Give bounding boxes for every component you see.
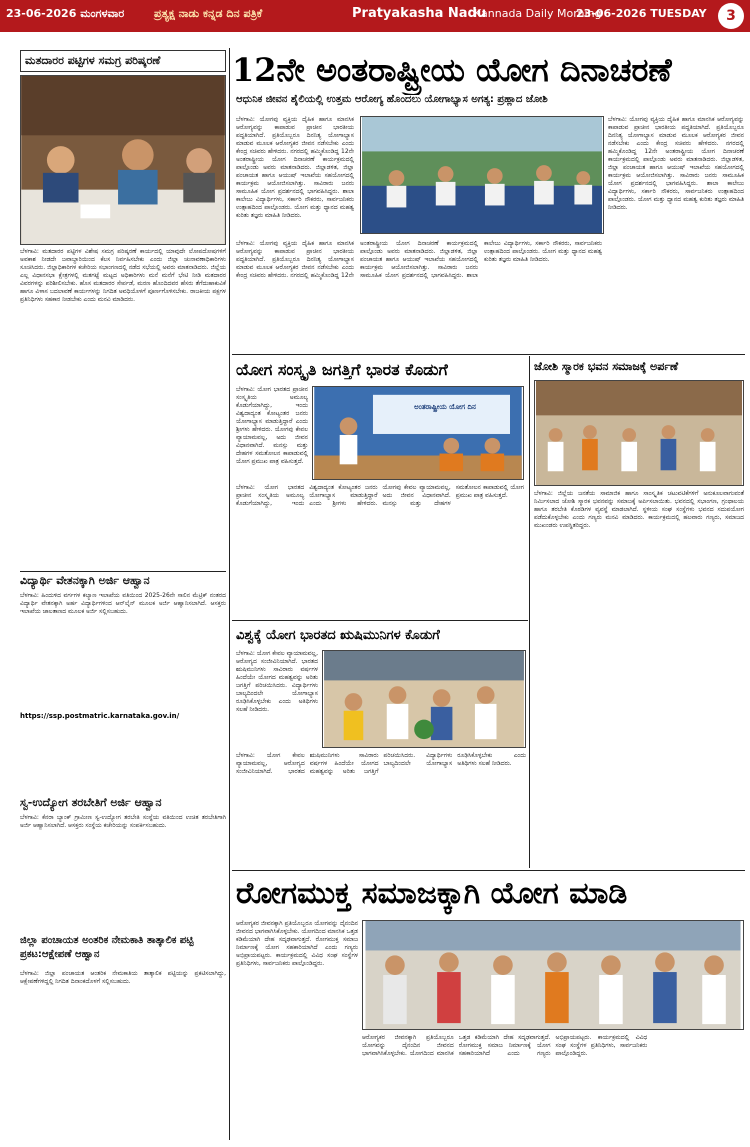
story-body-voter-list (20, 248, 226, 568)
story-text: ಆರೋಗ್ಯಕರ ಜೀವನಕ್ಕಾಗಿ ಪ್ರತಿಯೊಬ್ಬರೂ ಯೋಗವನ್ನು ದೈನಂದಿನ ಜೀವನದ ಭಾಗವಾಗಿಸಿಕೊಳ್ಳಬೇಕು. ಯೋಗದಿಂದ ಮಾನಸಿಕ ಒತ್ತಡ ಕಡಿಮೆಯಾಗಿ ದೇಹ ಸದೃಢವಾಗುತ್ತದೆ. ರೋಗಮುಕ್ತ ಸಮಾಜ ನಿರ್ಮಾಣಕ್ಕೆ ಯೋಗ ಸಹಕಾರಿಯಾಗಿದೆ ಎಂದು ಗಣ್ಯರು ಅಭಿಪ್ರಾಯಪಟ್ಟರು. ಕಾರ್ಯಕ್ರಮದಲ್ಲಿ ವಿವಿಧ ಸಂಘ ಸಂಸ್ಥೆಗಳ ಪ್ರತಿನಿಧಿಗಳು, ಸಾರ್ವಜನಿಕರು ಪಾಲ್ಗೊಂಡಿದ್ದರು. (236, 920, 358, 967)
bottom-body-a (236, 920, 358, 1138)
story-text: ಬೆಳಗಾವಿ: ಜಿಲ್ಲಾ ಪಂಚಾಯತ ಆಂತರಿಕ ನೇಮಕಾತಿಯ ತಾತ್ಕಾಲಿಕ ಪಟ್ಟಿಯನ್ನು ಪ್ರಕಟಿಸಲಾಗಿದ್ದು, ಆಕ್ಷೇಪಣೆಗಳಿದ್ದಲ್ಲಿ ನಿಗದಿತ ದಿನಾಂಕದೊಳಗೆ ಸಲ್ಲಿಸಬಹುದು. (20, 970, 226, 985)
bottom-body-b (362, 1034, 744, 1138)
story-head-joshi-memorial: ಜೋಶಿ ಸ್ಮಾರಕ ಭವನ ಸಮಾಜಕ್ಕೆ ಅರ್ಪಣೆ (534, 360, 679, 373)
story-text: ಬೆಳಗಾವಿ: ಮತದಾರರ ಪಟ್ಟಿಗಳ ವಿಶೇಷ ಸಮಗ್ರ ಪರಿಷ್ಕರಣೆ ಕಾರ್ಯದಲ್ಲಿ ಯಾವುದೇ ಲೋಪದೋಷಗಳಿಗೆ ಅವಕಾಶ ನೀಡದೇ ಜವಾಬ್ದಾರಿಯಿಂದ ಕೆಲಸ ನಿರ್ವಹಿಸಬೇಕು ಎಂದು ಜಿಲ್ಲಾ ಚುನಾವಣಾಧಿಕಾರಿಗಳು ಸೂಚಿಸಿದರು. ಜಿಲ್ಲಾಧಿಕಾರಿಗಳ ಕಚೇರಿಯ ಸಭಾಂಗಣದಲ್ಲಿ ನಡೆದ ಸಭೆಯಲ್ಲಿ ಅವರು ಮಾತನಾಡಿದರು. ಜಿಲ್ಲೆಯ ಎಲ್ಲ ವಿಧಾನಸಭಾ ಕ್ಷೇತ್ರಗಳಲ್ಲಿ ಮತಗಟ್ಟೆ ಮಟ್ಟದ ಅಧಿಕಾರಿಗಳು ಮನೆ ಮನೆಗೆ ಭೇಟಿ ನೀಡಿ ಮತದಾರರ ವಿವರಗಳನ್ನು ಪರಿಶೀಲಿಸಬೇಕು. ಹೊಸ ಮತದಾರರ ಸೇರ್ಪಡೆ, ಮರಣ ಹೊಂದಿದವರ ಹೆಸರು ತೆಗೆದುಹಾಕುವಿಕೆ ಹಾಗೂ ವಿಳಾಸ ಬದಲಾವಣೆ ಕಾರ್ಯಗಳನ್ನು ನಿಗದಿತ ಅವಧಿಯೊಳಗೆ ಪೂರ್ಣಗೊಳಿಸಬೇಕು. ರಾಜಕೀಯ ಪಕ್ಷಗಳ ಪ್ರತಿನಿಧಿಗಳು ಸಹಕಾರ ನೀಡಬೇಕು ಎಂದು ಮನವಿ ಮಾಡಿದರು. (20, 248, 226, 303)
date-left: 23-06-2026 ಮಂಗಳವಾರ (6, 7, 125, 20)
yoga-culture-photo-svg (313, 387, 523, 479)
story-text: ಬೆಳಗಾವಿ: ಯೋಗವು ವ್ಯಕ್ತಿಯ ದೈಹಿಕ ಹಾಗೂ ಮಾನಸಿಕ ಆರೋಗ್ಯವನ್ನು ಕಾಪಾಡುವ ಪ್ರಾಚೀನ ಭಾರತೀಯ ಪದ್ಧತಿಯಾಗಿದೆ. ಪ್ರತಿಯೊಬ್ಬರೂ ದಿನನಿತ್ಯ ಯೋಗಾಭ್ಯಾಸ ಮಾಡುವ ಮೂಲಕ ಆರೋಗ್ಯಕರ ಜೀವನ ನಡೆಸಬೇಕು ಎಂದು ಕೇಂದ್ರ ಸಚಿವರು ಹೇಳಿದರು. ನಗರದಲ್ಲಿ ಹಮ್ಮಿಕೊಂಡಿದ್ದ 12ನೇ ಅಂತರಾಷ್ಟ್ರೀಯ ಯೋಗ ದಿನಾಚರಣೆ ಕಾರ್ಯಕ್ರಮದಲ್ಲಿ ಪಾಲ್ಗೊಂಡು ಅವರು ಮಾತನಾಡಿದರು. ಜಿಲ್ಲಾಡಳಿತ, ಜಿಲ್ಲಾ ಪಂಚಾಯತ ಹಾಗೂ ಆಯುಷ್ ಇಲಾಖೆಯ ಸಹಯೋಗದಲ್ಲಿ ಕಾರ್ಯಕ್ರಮ ಆಯೋಜಿಸಲಾಗಿತ್ತು. ಸಾವಿರಾರು ಜನರು ಸಾಮೂಹಿಕ ಯೋಗ ಪ್ರದರ್ಶನದಲ್ಲಿ ಭಾಗವಹಿಸಿದ್ದರು. ಶಾಲಾ ಕಾಲೇಜು ವಿದ್ಯಾರ್ಥಿಗಳು, ಸರ್ಕಾರಿ ನೌಕರರು, ಸಾರ್ವಜನಿಕರು ಉತ್ಸಾಹದಿಂದ ಪಾಲ್ಗೊಂಡರು. ಯೋಗ ಮತ್ತು ಧ್ಯಾನದ ಮಹತ್ವ ಕುರಿತು ತಜ್ಞರು ಮಾಹಿತಿ ನೀಡಿದರು. (608, 116, 744, 211)
story-text: ಬೆಳಗಾವಿ: ಯೋಗ ಕೇವಲ ವ್ಯಾಯಾಮವಲ್ಲ, ಆರೋಗ್ಯದ ಸಂಜೀವಿನಿಯಾಗಿದೆ. ಭಾರತದ ಋಷಿಮುನಿಗಳು ಸಾವಿರಾರು ವರ್ಷಗಳ ಹಿಂದೆಯೇ ಯೋಗದ ಮಹತ್ವವನ್ನು ಅರಿತು ಜಗತ್ತಿಗೆ ಪರಿಚಯಿಸಿದರು. ವಿದ್ಯಾರ್ಥಿಗಳು ಬಾಲ್ಯದಿಂದಲೇ ಯೋಗಾಭ್ಯಾಸ ರೂಢಿಸಿಕೊಳ್ಳಬೇಕು ಎಂದು ಅತಿಥಿಗಳು ಸಲಹೆ ನೀಡಿದರು. (236, 650, 318, 713)
date-right: 23-06-2026 TUESDAY (576, 7, 707, 20)
lead-body-col3 (236, 240, 602, 352)
meeting-photo-svg (21, 76, 225, 244)
lead-headline: 12ನೇ ಅಂತರಾಷ್ಟ್ರೀಯ ಯೋಗ ದಿನಾಚರಣೆ (232, 51, 672, 89)
group-yoga-photo-svg (363, 921, 743, 1029)
story-text: ಬೆಳಗಾವಿ: ಯೋಗ ಭಾರತದ ಪ್ರಾಚೀನ ಸಂಸ್ಕೃತಿಯ ಅಮೂಲ್ಯ ಕೊಡುಗೆಯಾಗಿದ್ದು, ಇಂದು ವಿಶ್ವದಾದ್ಯಂತ ಕೋಟ್ಯಂತರ ಜನರು ಯೋಗಾಭ್ಯಾಸ ಮಾಡುತ್ತಿದ್ದಾರೆ ಎಂದು ಶ್ರೀಗಳು ಹೇಳಿದರು. ಯೋಗವು ಕೇವಲ ವ್ಯಾಯಾಮವಲ್ಲ, ಅದು ಜೀವನ ವಿಧಾನವಾಗಿದೆ. ಮನಸ್ಸು ಮತ್ತು ದೇಹಗಳ ಸಮತೋಲನ ಕಾಪಾಡುವಲ್ಲಿ ಯೋಗ ಪ್ರಮುಖ ಪಾತ್ರ ವಹಿಸುತ್ತದೆ. (236, 386, 308, 465)
page-number: 3 (718, 3, 744, 29)
story-text: ಬೆಳಗಾವಿ: ಯೋಗ ಕೇವಲ ವ್ಯಾಯಾಮವಲ್ಲ, ಆರೋಗ್ಯದ ಸಂಜೀವಿನಿಯಾಗಿದೆ. ಭಾರತದ ಋಷಿಮುನಿಗಳು ಸಾವಿರಾರು ವರ್ಷಗಳ ಹಿಂದೆಯೇ ಯೋಗದ ಮಹತ್ವವನ್ನು ಅರಿತು ಜಗತ್ತಿಗೆ ಪರಿಚಯಿಸಿದರು. ವಿದ್ಯಾರ್ಥಿಗಳು ಬಾಲ್ಯದಿಂದಲೇ ಯೋಗಾಭ್ಯಾಸ ರೂಢಿಸಿಕೊಳ್ಳಬೇಕು ಎಂದು ಅತಿಥಿಗಳು ಸಲಹೆ ನೀಡಿದರು. (236, 752, 526, 775)
lead-body-col1 (236, 116, 354, 240)
story-text: ಬೆಳಗಾವಿ: ಹಿಂದುಳಿದ ವರ್ಗಗಳ ಕಲ್ಯಾಣ ಇಲಾಖೆಯ ವತಿಯಿಂದ 2025-26ನೇ ಸಾಲಿನ ಮೆಟ್ರಿಕ್ ನಂತರದ ವಿದ್ಯಾರ್ಥಿ ವೇತನಕ್ಕಾಗಿ ಅರ್ಹ ವಿದ್ಯಾರ್ಥಿಗಳಿಂದ ಆನ್‌ಲೈನ್ ಮೂಲಕ ಅರ್ಜಿ ಆಹ್ವಾನಿಸಲಾಗಿದೆ. ಆಸಕ್ತರು ಇಲಾಖೆಯ ಜಾಲತಾಣದ ಮೂಲಕ ಅರ್ಜಿ ಸಲ್ಲಿಸಬಹುದು. (20, 592, 226, 615)
story-body-yoga-culture-b (236, 484, 524, 618)
divider (20, 571, 226, 572)
story-text: ಬೆಳಗಾವಿ: ಜಿಲ್ಲೆಯ ಜನತೆಯ ಸಾಮಾಜಿಕ ಹಾಗೂ ಸಾಂಸ್ಕೃತಿಕ ಚಟುವಟಿಕೆಗಳಿಗೆ ಅನುಕೂಲವಾಗುವಂತೆ ನಿರ್ಮಿಸಲಾದ ಜೋಶಿ ಸ್ಮಾರಕ ಭವನವನ್ನು ಸಮಾಜಕ್ಕೆ ಅರ್ಪಿಸಲಾಯಿತು. ಭವನದಲ್ಲಿ ಸಭಾಂಗಣ, ಗ್ರಂಥಾಲಯ ಹಾಗೂ ತರಬೇತಿ ಕೊಠಡಿಗಳ ವ್ಯವಸ್ಥೆ ಮಾಡಲಾಗಿದೆ. ಸ್ಥಳೀಯ ಸಂಘ ಸಂಸ್ಥೆಗಳು ಭವನದ ಸದುಪಯೋಗ ಪಡೆದುಕೊಳ್ಳಬೇಕು ಎಂದು ಗಣ್ಯರು ಮನವಿ ಮಾಡಿದರು. ಕಾರ್ಯಕ್ರಮದಲ್ಲಿ ಹಲವಾರು ಗಣ್ಯರು, ಸಮಾಜದ ಮುಖಂಡರು ಉಪಸ್ಥಿತರಿದ್ದರು. (534, 490, 744, 529)
story-text: ಬೆಳಗಾವಿ: ಯೋಗವು ವ್ಯಕ್ತಿಯ ದೈಹಿಕ ಹಾಗೂ ಮಾನಸಿಕ ಆರೋಗ್ಯವನ್ನು ಕಾಪಾಡುವ ಪ್ರಾಚೀನ ಭಾರತೀಯ ಪದ್ಧತಿಯಾಗಿದೆ. ಪ್ರತಿಯೊಬ್ಬರೂ ದಿನನಿತ್ಯ ಯೋಗಾಭ್ಯಾಸ ಮಾಡುವ ಮೂಲಕ ಆರೋಗ್ಯಕರ ಜೀವನ ನಡೆಸಬೇಕು ಎಂದು ಕೇಂದ್ರ ಸಚಿವರು ಹೇಳಿದರು. ನಗರದಲ್ಲಿ ಹಮ್ಮಿಕೊಂಡಿದ್ದ 12ನೇ ಅಂತರಾಷ್ಟ್ರೀಯ ಯೋಗ ದಿನಾಚರಣೆ ಕಾರ್ಯಕ್ರಮದಲ್ಲಿ ಪಾಲ್ಗೊಂಡು ಅವರು ಮಾತನಾಡಿದರು. ಜಿಲ್ಲಾಡಳಿತ, ಜಿಲ್ಲಾ ಪಂಚಾಯತ ಹಾಗೂ ಆಯುಷ್ ಇಲಾಖೆಯ ಸಹಯೋಗದಲ್ಲಿ ಕಾರ್ಯಕ್ರಮ ಆಯೋಜಿಸಲಾಗಿತ್ತು. ಸಾವಿರಾರು ಜನರು ಸಾಮೂಹಿಕ ಯೋಗ ಪ್ರದರ್ಶನದಲ್ಲಿ ಭಾಗವಹಿಸಿದ್ದರು. ಶಾಲಾ ಕಾಲೇಜು ವಿದ್ಯಾರ್ಥಿಗಳು, ಸರ್ಕಾರಿ ನೌಕರರು, ಸಾರ್ವಜನಿಕರು ಉತ್ಸಾಹದಿಂದ ಪಾಲ್ಗೊಂಡರು. ಯೋಗ ಮತ್ತು ಧ್ಯಾನದ ಮಹತ್ವ ಕುರಿತು ತಜ್ಞರು ಮಾಹಿತಿ ನೀಡಿದರು. (236, 240, 602, 279)
meeting-photo (20, 75, 226, 245)
yoga-event-photo (360, 116, 604, 234)
memorial-event-photo (534, 380, 744, 486)
yoga-culture-photo (312, 386, 524, 480)
story-text: ಬೆಳಗಾವಿ: ಯೋಗ ಭಾರತದ ಪ್ರಾಚೀನ ಸಂಸ್ಕೃತಿಯ ಅಮೂಲ್ಯ ಕೊಡುಗೆಯಾಗಿದ್ದು, ಇಂದು ವಿಶ್ವದಾದ್ಯಂತ ಕೋಟ್ಯಂತರ ಜನರು ಯೋಗಾಭ್ಯಾಸ ಮಾಡುತ್ತಿದ್ದಾರೆ ಎಂದು ಶ್ರೀಗಳು ಹೇಳಿದರು. ಯೋಗವು ಕೇವಲ ವ್ಯಾಯಾಮವಲ್ಲ, ಅದು ಜೀವನ ವಿಧಾನವಾಗಿದೆ. ಮನಸ್ಸು ಮತ್ತು ದೇಹಗಳ ಸಮತೋಲನ ಕಾಪಾಡುವಲ್ಲಿ ಯೋಗ ಪ್ರಮುಖ ಪಾತ್ರ ವಹಿಸುತ್ತದೆ. (236, 484, 524, 507)
story-text: ಬೆಳಗಾವಿ: ಯೋಗವು ವ್ಯಕ್ತಿಯ ದೈಹಿಕ ಹಾಗೂ ಮಾನಸಿಕ ಆರೋಗ್ಯವನ್ನು ಕಾಪಾಡುವ ಪ್ರಾಚೀನ ಭಾರತೀಯ ಪದ್ಧತಿಯಾಗಿದೆ. ಪ್ರತಿಯೊಬ್ಬರೂ ದಿನನಿತ್ಯ ಯೋಗಾಭ್ಯಾಸ ಮಾಡುವ ಮೂಲಕ ಆರೋಗ್ಯಕರ ಜೀವನ ನಡೆಸಬೇಕು ಎಂದು ಕೇಂದ್ರ ಸಚಿವರು ಹೇಳಿದರು. ನಗರದಲ್ಲಿ ಹಮ್ಮಿಕೊಂಡಿದ್ದ 12ನೇ ಅಂತರಾಷ್ಟ್ರೀಯ ಯೋಗ ದಿನಾಚರಣೆ ಕಾರ್ಯಕ್ರಮದಲ್ಲಿ ಪಾಲ್ಗೊಂಡು ಅವರು ಮಾತನಾಡಿದರು. ಜಿಲ್ಲಾಡಳಿತ, ಜಿಲ್ಲಾ ಪಂಚಾಯತ ಹಾಗೂ ಆಯುಷ್ ಇಲಾಖೆಯ ಸಹಯೋಗದಲ್ಲಿ ಕಾರ್ಯಕ್ರಮ ಆಯೋಜಿಸಲಾಗಿತ್ತು. ಸಾವಿರಾರು ಜನರು ಸಾಮೂಹಿಕ ಯೋಗ ಪ್ರದರ್ಶನದಲ್ಲಿ ಭಾಗವಹಿಸಿದ್ದರು. ಶಾಲಾ ಕಾಲೇಜು ವಿದ್ಯಾರ್ಥಿಗಳು, ಸರ್ಕಾರಿ ನೌಕರರು, ಸಾರ್ವಜನಿಕರು ಉತ್ಸಾಹದಿಂದ ಪಾಲ್ಗೊಂಡರು. ಯೋಗ ಮತ್ತು ಧ್ಯಾನದ ಮಹತ್ವ ಕುರಿತು ತಜ್ಞರು ಮಾಹಿತಿ ನೀಡಿದರು. (236, 116, 354, 219)
story-head-zp-recruitment (20, 934, 226, 968)
story-body-joshi-memorial (534, 490, 744, 866)
column-rule (229, 48, 230, 1140)
story-body-scholarship (20, 592, 226, 712)
lead-body-col2 (608, 116, 744, 351)
story-head-text: ಜಿಲ್ಲಾ ಪಂಚಾಯತ ಅಂತರಿಕ ನೇಮಕಾತಿ ತಾತ್ಕಾಲಿಕ ಪಟ್ಟಿ ಪ್ರಕಟ:ಆಕ್ಷೇಪಣೆ ಆಹ್ವಾನ (20, 935, 194, 960)
yoga-day-banner: ಅಂತರಾಷ್ಟ್ರೀಯ ಯೋಗ ದಿನ (414, 403, 476, 411)
story-body-zp-recruitment (20, 970, 226, 1140)
memorial-event-photo-svg (535, 381, 743, 485)
paper-name: Pratyakasha Nadu (352, 6, 487, 21)
scholarship-link[interactable]: https://ssp.postmatric.karnataka.gov.in/ (20, 712, 180, 720)
lead-deck: ಆಧುನಿಕ ಜೀವನ ಶೈಲಿಯಲ್ಲಿ ಉತ್ತಮ ಆರೋಗ್ಯ ಹೊಂದಲು ಯೋಗಾಭ್ಯಾಸ ಅಗತ್ಯ: ಪ್ರಹ್ಲಾದ ಜೋಶಿ (236, 94, 548, 105)
story-body-self-employment (20, 814, 226, 932)
story-head-rishi-contribution: ವಿಶ್ವಕ್ಕೆ ಯೋಗ ಭಾರತದ ಋಷಿಮುನಿಗಳ ಕೊಡುಗೆ (236, 628, 440, 643)
yoga-event-photo-svg (361, 117, 603, 233)
divider (232, 354, 745, 355)
story-text: ಬೆಳಗಾವಿ: ಕೆನರಾ ಬ್ಯಾಂಕ್ ಗ್ರಾಮೀಣ ಸ್ವ-ಉದ್ಯೋಗ ತರಬೇತಿ ಸಂಸ್ಥೆಯ ವತಿಯಿಂದ ಉಚಿತ ತರಬೇತಿಗಾಗಿ ಅರ್ಜಿ ಆಹ್ವಾನಿಸಲಾಗಿದೆ. ಆಸಕ್ತರು ಸಂಸ್ಥೆಯ ಕಚೇರಿಯನ್ನು ಸಂಪರ್ಕಿಸಬಹುದು. (20, 814, 226, 829)
paper-sub: Kannada Daily Morning (474, 7, 602, 20)
plantation-photo-svg (323, 651, 525, 747)
story-head-yoga-culture: ಯೋಗ ಸಂಸ್ಕೃತಿ ಜಗತ್ತಿಗೆ ಭಾರತ ಕೊಡುಗೆ (236, 360, 448, 379)
plantation-photo (322, 650, 526, 748)
column-rule (529, 356, 530, 868)
story-text: ಆರೋಗ್ಯಕರ ಜೀವನಕ್ಕಾಗಿ ಪ್ರತಿಯೊಬ್ಬರೂ ಯೋಗವನ್ನು ದೈನಂದಿನ ಜೀವನದ ಭಾಗವಾಗಿಸಿಕೊಳ್ಳಬೇಕು. ಯೋಗದಿಂದ ಮಾನಸಿಕ ಒತ್ತಡ ಕಡಿಮೆಯಾಗಿ ದೇಹ ಸದೃಢವಾಗುತ್ತದೆ. ರೋಗಮುಕ್ತ ಸಮಾಜ ನಿರ್ಮಾಣಕ್ಕೆ ಯೋಗ ಸಹಕಾರಿಯಾಗಿದೆ ಎಂದು ಗಣ್ಯರು ಅಭಿಪ್ರಾಯಪಟ್ಟರು. ಕಾರ್ಯಕ್ರಮದಲ್ಲಿ ವಿವಿಧ ಸಂಘ ಸಂಸ್ಥೆಗಳ ಪ್ರತಿನಿಧಿಗಳು, ಸಾರ್ವಜನಿಕರು ಪಾಲ್ಗೊಂಡಿದ್ದರು. (362, 1034, 648, 1057)
tagline: ಪ್ರತ್ಯಕ್ಷ ನಾಡು ಕನ್ನಡ ದಿನ ಪತ್ರಿಕೆ (154, 7, 263, 20)
story-head-voter-list: ಮತದಾರರ ಪಟ್ಟಿಗಳ ಸಮಗ್ರ ಪರಿಷ್ಕರಣೆ (20, 50, 226, 72)
bottom-headline: ರೋಗಮುಕ್ತ ಸಮಾಜಕ್ಕಾಗಿ ಯೋಗ ಮಾಡಿ (236, 876, 628, 911)
group-yoga-photo (362, 920, 744, 1030)
story-head-scholarship: ವಿದ್ಯಾರ್ಥಿ ವೇತನಕ್ಕಾಗಿ ಅರ್ಜಿ ಆಹ್ವಾನ (20, 574, 150, 587)
story-head-self-employment: ಸ್ವ-ಉದ್ಯೋಗ ತರಬೇತಿಗೆ ಅರ್ಜಿ ಆಹ್ವಾನ (20, 796, 162, 809)
divider (232, 620, 528, 621)
story-body-rishi-b (236, 752, 526, 866)
divider (232, 870, 745, 871)
masthead-bar (0, 0, 750, 32)
